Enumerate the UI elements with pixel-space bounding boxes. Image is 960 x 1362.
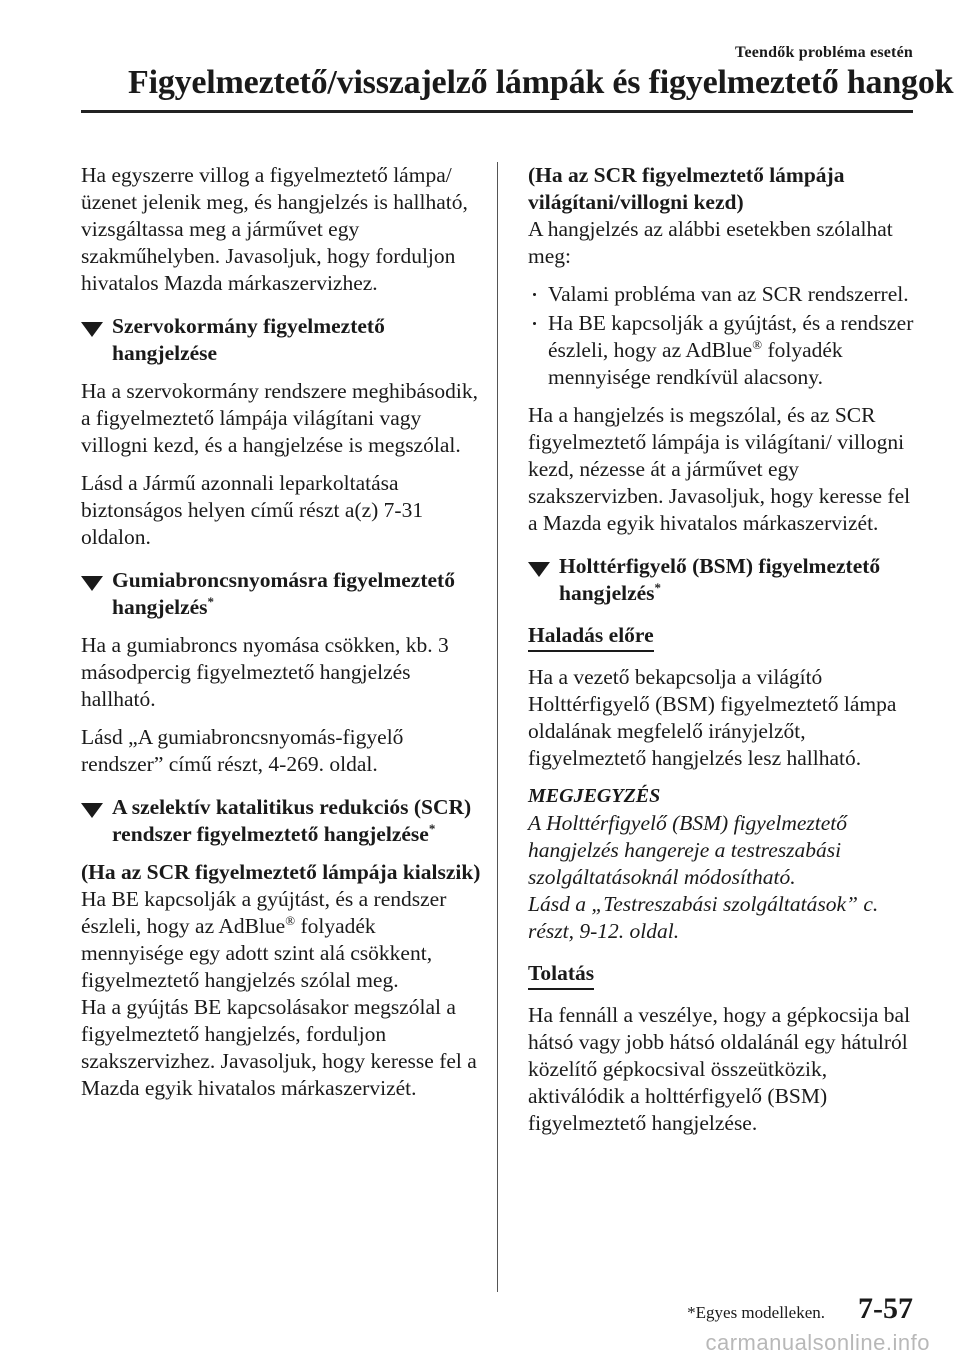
power-steering-paragraph: Ha a szervokormány rendszere meghibásodik, a figyelmeztető lámpája világítani vagy villogni kezd, és a hangjelzése is megszólal.	[81, 379, 479, 457]
page-title: Figyelmeztető/visszajelző lámpák és figyelmeztető hangok	[128, 64, 954, 101]
heading-text: Szervokormány figyelmeztető hangjelzése	[112, 314, 385, 365]
power-steering-reference: Lásd a Jármű azonnali leparkoltatása biztonságos helyen című részt a(z) 7-31 oldalon.	[81, 471, 424, 549]
header-rule	[81, 110, 913, 113]
section-label: Teendők probléma esetén	[735, 44, 913, 61]
triangle-bullet-icon	[81, 803, 103, 818]
intro-paragraph: Ha egyszerre villog a figyelmeztető lámpa/üzenet jelenik meg, és hangjelzés is hallható, vizsgáltassa meg a járművet egy szakműhelyben. Javasoljuk, hogy forduljon hivatalos Mazda márkaszervizhez.	[81, 163, 468, 295]
text-part: folyadék mennyisége egy adott szint alá csökkent, figyelmeztető hangjelzés szólal meg.	[81, 914, 433, 992]
subheading-forward: Haladás előre	[528, 622, 654, 652]
scr-off-paragraph	[81, 886, 481, 994]
note-reference: Lásd a „Testreszabási szolgáltatások” c. részt, 9-12. oldal.	[528, 892, 879, 943]
heading-scr	[81, 794, 481, 848]
triangle-bullet-icon	[528, 562, 550, 577]
registered-mark: ®	[752, 336, 763, 352]
page-number: 7-57	[858, 1292, 913, 1325]
heading-text: Gumiabroncsnyomásra figyelmeztető hangjelzés	[112, 568, 455, 619]
heading-text: A szelektív katalitikus redukciós (SCR) rendszer figyelmeztető hangjelzése	[112, 795, 472, 846]
scr-off-advice: Ha a gyújtás BE kapcsolásakor megszólal a figyelmeztető hangjelzés, forduljon szakszervizhez. Javasoljuk, hogy keresse fel a Mazda egyik hivatalos márkaszervizét.	[81, 995, 477, 1100]
list-item	[528, 310, 918, 391]
list-item-text: Ha BE kapcsolják a gyújtást, és a rendszer észleli, hogy az AdBlue	[548, 311, 914, 362]
heading-tire-pressure	[81, 567, 481, 621]
tire-pressure-reference: Lásd „A gumiabroncsnyomás-figyelő rendszer” című részt, 4-269. oldal.	[81, 725, 404, 776]
bullet-dot-icon	[533, 322, 536, 325]
heading-bsm	[528, 553, 918, 607]
list-item	[528, 281, 918, 308]
triangle-bullet-icon	[81, 576, 103, 591]
right-column	[528, 162, 918, 1148]
scr-conditions-list	[528, 281, 918, 391]
watermark: carmanualsonline.info	[705, 1330, 930, 1355]
subheading-reverse: Tolatás	[528, 960, 594, 990]
left-column	[81, 162, 481, 1113]
scr-on-intro: A hangjelzés az alábbi esetekben szólalhat meg:	[528, 217, 893, 268]
bsm-forward-paragraph: Ha a vezető bekapcsolja a világító Holttérfigyelő (BSM) figyelmeztető lámpa oldalának megfelelő irányjelzőt, figyelmeztető hangjelzés lesz hallható.	[528, 665, 897, 770]
note-title: MEGJEGYZÉS	[528, 785, 661, 807]
list-item-text: folyadék mennyisége rendkívül alacsony.	[548, 338, 843, 389]
bsm-reverse-paragraph: Ha fennáll a veszélye, hogy a gépkocsija bal hátsó vagy jobb hátsó oldalánál egy hátulról közelítő gépkocsival összeütközik, aktiválódik a holttérfigyelő (BSM) figyelmeztető hangjelzése.	[528, 1003, 911, 1135]
asterisk-mark: *	[428, 820, 436, 836]
footnote: *Egyes modelleken.	[687, 1303, 825, 1322]
note-text: A Holttérfigyelő (BSM) figyelmeztető hangjelzés hangereje a testreszabási szolgáltatásoknál módosítható.	[528, 811, 848, 889]
triangle-bullet-icon	[81, 322, 103, 337]
asterisk-mark: *	[207, 593, 215, 609]
text-part: Ha BE kapcsolják a gyújtást, és a rendszer észleli, hogy az AdBlue	[81, 887, 447, 938]
heading-power-steering	[81, 313, 481, 367]
scr-on-paragraph: Ha a hangjelzés is megszólal, és az SCR figyelmeztető lámpája is világítani/ villogni kezd, nézesse át a járművet egy szakszervizben. Javasoljuk, hogy keresse fel a Mazda egyik hivatalos márkaszervizét.	[528, 403, 911, 535]
registered-mark: ®	[285, 912, 296, 928]
column-divider	[497, 162, 498, 1292]
list-item-text: Valami probléma van az SCR rendszerrel.	[548, 282, 909, 306]
heading-text: Holttérfigyelő (BSM) figyelmeztető hangjelzés	[559, 554, 881, 605]
asterisk-mark: *	[654, 579, 662, 595]
bullet-dot-icon	[533, 293, 536, 296]
scr-on-label: (Ha az SCR figyelmeztető lámpája világítani/villogni kezd)	[528, 163, 845, 214]
tire-pressure-paragraph: Ha a gumiabroncs nyomása csökken, kb. 3 másodpercig figyelmeztető hangjelzés hallható.	[81, 633, 449, 711]
scr-off-label: (Ha az SCR figyelmeztető lámpája kialszik)	[81, 860, 481, 884]
